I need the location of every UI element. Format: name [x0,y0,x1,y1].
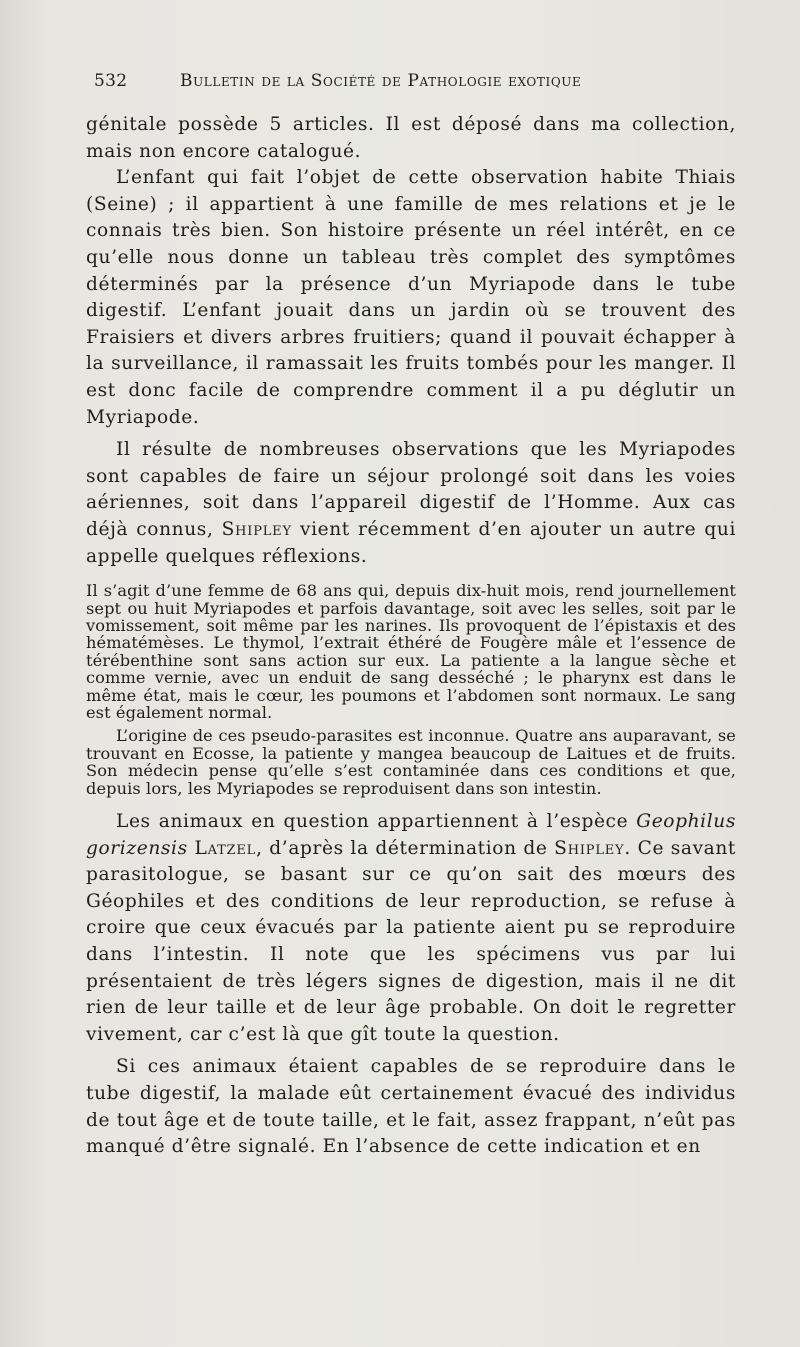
species-name: Geophilus gorizensis [86,810,736,859]
page-number: 532 [94,71,128,91]
quote-paragraph-case: Il s’agit d’une femme de 68 ans qui, depuis dix-huit mois, rend journellement sept ou huit Myriapodes et parfois davantage, soit avec les selles, soit par le vomissement, soit même par les narines. Ils provoquent de l’épistaxis et des hématémèses. Le thymol, l’extrait éthéré de Fougère mâle et l’essence de térébenthine sont sans action sur eux. La patiente a la langue sèche et comme vernie, avec un enduit de sang desséché ; le pharynx est dans le même état, mais le cœur, les poumons et l’abdomen sont normaux. Le sang est également normal. [86,581,736,722]
paragraph-myriapodes [86,437,736,570]
paragraph-reproduction: Si ces animaux étaient capables de se reproduire dans le tube digestif, la malade eût certainement évacué des individus de tout âge et de toute taille, et le fait, assez frappant, n’eût pas manqué d’être signalé. En l’absence de cette indication et en [86,1056,736,1158]
quoted-case-block [86,582,736,797]
text-run: Il résulte de nombreuses observations que les Myriapodes sont capables de faire un séjour prolongé soit dans les voies aériennes, soit dans l’appareil digestif de l’Homme. Aux cas déjà connus, [86,439,736,540]
running-title: Bulletin de la Société de Pathologie exotique [180,71,582,91]
text-body [86,112,736,1161]
text-run: vient récemment d’en ajouter un autre qui appelle quelques réflexions. [86,518,736,567]
paragraph-species [86,809,736,1048]
paragraph-continuation: génitale possède 5 articles. Il est déposé dans ma collection, mais non encore catalogué. [86,114,736,162]
paragraph-observation: L’enfant qui fait l’objet de cette observation habite Thiais (Seine) ; il appartient à une famille de mes relations et je le connais très bien. Son histoire présente un réel intérêt, en ce qu’elle nous donne un tableau très complet des symptômes déterminés par la présence d’un Myriapode dans le tube digestif. L’enfant jouait dans un jardin où se trouvent des Fraisiers et divers arbres fruitiers; quand il pouvait échapper à la surveillance, il ramassait les fruits tombés pour les manger. Il est donc facile de comprendre comment il a pu déglutir un Myriapode. [86,167,736,428]
author-name: Latzel [194,837,257,859]
text-run: , d’après la détermination de [256,837,555,859]
text-run: Les animaux en question appartiennent à l’espèce [116,810,637,832]
author-name: Shipley [554,837,625,859]
author-name: Shipley [221,518,292,540]
text-run: . Ce savant parasitologue, se basant sur ce qu’on sait des mœurs des Géophiles et des conditions de leur reproduction, se refuse à croire que ceux évacués par la patiente aient pu se reproduire dans l’intestin. Il note que les spécimens vus par lui présentaient de très légers signes de digestion, mais il ne dit rien de leur taille et de leur âge probable. On doit le regretter vivement, car c’est là que gît toute la question. [86,837,737,1045]
quote-paragraph-origin: L’origine de ces pseudo-parasites est inconnue. Quatre ans auparavant, se trouvant en Ecosse, la patiente y mangea beaucoup de Laitues et de fruits. Son médecin pense qu’elle s’est contaminée dans ces conditions et que, depuis lors, les Myriapodes se reproduisent dans son intestin. [86,726,736,798]
